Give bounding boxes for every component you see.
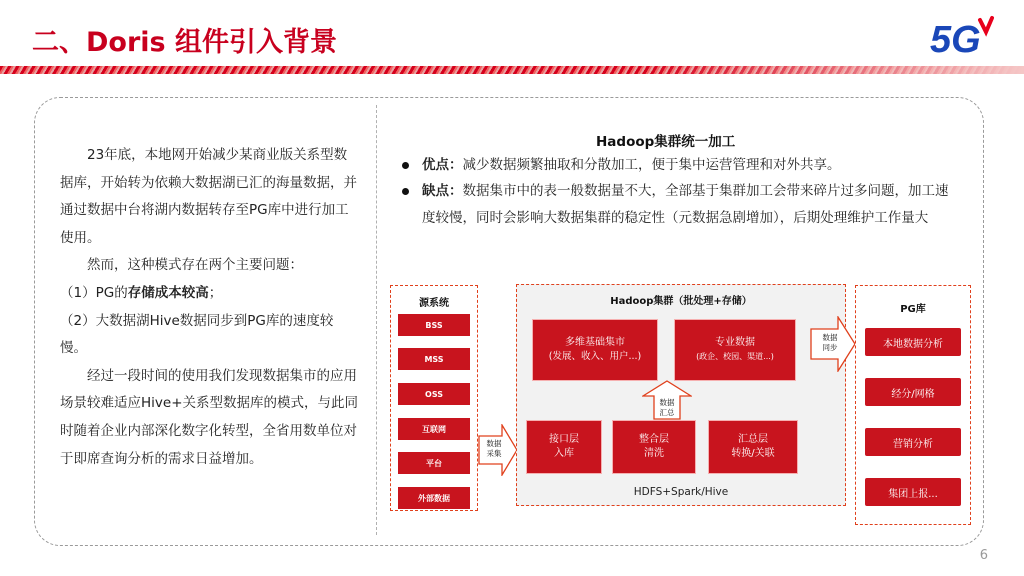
source-bss: BSS: [398, 314, 470, 336]
mart-multidim-title: 多维基础集市: [565, 337, 625, 348]
mart-professional-title: 专业数据: [715, 337, 755, 348]
layer-summary-title: 汇总层: [738, 434, 768, 445]
background-description: [60, 142, 360, 473]
p3-prefix: （1）PG的: [60, 284, 128, 301]
pg-group-report: 集团上报...: [865, 478, 961, 506]
collect-label-2: 采集: [486, 449, 502, 458]
pros-label: 优点：: [422, 157, 463, 173]
paragraph-3: [60, 280, 360, 308]
collect-label: [482, 439, 506, 459]
pros-text: 减少数据频繁抽取和分散加工，便于集中运营管理和对外共享。: [462, 157, 841, 173]
pg-grid: 经分/网格: [865, 378, 961, 406]
summary-label-2: 汇总: [659, 408, 675, 417]
storage-label: HDFS+Spark/Hive: [633, 486, 729, 498]
pros-item: [400, 152, 960, 178]
cons-item: [400, 178, 960, 231]
5g-logo: [928, 14, 1000, 60]
sync-label-1: 数据: [822, 333, 838, 342]
hadoop-cluster-title: Hadoop集群（批处理+存储）: [610, 296, 752, 307]
page-title: 二、Doris 组件引入背景: [32, 27, 338, 58]
layer-integration: [612, 420, 696, 474]
bullet-dot-icon: [402, 188, 409, 195]
layer-integration-title: 整合层: [639, 434, 669, 445]
bullet-dot-icon: [402, 162, 409, 169]
paragraph-1: 23年底，本地网开始减少某商业版关系型数据库，开始转为依赖大数据湖已汇的海量数据，并通过数据中台将湖内数据转存至PG库中进行加工使用。: [60, 147, 357, 246]
mart-professional: [674, 319, 796, 381]
layer-summary-sub: 转换/关联: [731, 448, 775, 459]
layer-interface-title: 接口层: [549, 434, 579, 445]
cons-label: 缺点：: [422, 183, 463, 200]
layer-summary: [708, 420, 798, 474]
source-oss: OSS: [398, 383, 470, 405]
layer-integration-sub: 清洗: [644, 448, 664, 459]
source-mss: MSS: [398, 348, 470, 370]
sync-label-2: 同步: [822, 343, 838, 352]
source-external: 外部数据: [398, 487, 470, 509]
layer-interface: [526, 420, 602, 474]
svg-text:5G: 5G: [930, 19, 981, 60]
pros-cons-list: [400, 152, 960, 231]
paragraph-2: 然而，这种模式存在两个主要问题：: [87, 257, 303, 274]
mart-multidim: [532, 319, 658, 381]
page-number: 6: [979, 548, 988, 563]
mart-multidim-sub: (发展、收入、用户...): [548, 351, 642, 362]
pg-db-title: PG库: [900, 304, 926, 315]
layer-interface-sub: 入库: [554, 448, 574, 459]
pg-local-analysis: 本地数据分析: [865, 328, 961, 356]
pg-marketing: 营销分析: [865, 428, 961, 456]
summary-label: [654, 398, 680, 418]
source-platform: 平台: [398, 452, 470, 474]
p3-suffix: ；: [208, 284, 223, 301]
p3-bold: 存储成本较高: [127, 284, 209, 301]
mart-professional-sub: (政企、校园、渠道...): [696, 352, 774, 361]
paragraph-5: 经过一段时间的使用我们发现数据集市的应用场景较难适应Hive+关系型数据库的模式，与此同时随着企业内部深化数字化转型，全省用数单位对于即席查询分析的需求日益增加。: [60, 367, 359, 467]
cons-text: 数据集市中的表一般数据量不大，全部基于集群加工会带来碎片过多问题，加工速度较慢，同时会影响大数据集群的稳定性（元数据急剧增加），后期处理维护工作量大: [422, 183, 949, 226]
header-stripe: [0, 66, 1024, 74]
paragraph-4: （2）大数据湖Hive数据同步到PG库的速度较慢。: [60, 312, 334, 357]
hadoop-heading: Hadoop集群统一加工: [596, 134, 736, 150]
source-internet: 互联网: [398, 418, 470, 440]
summary-label-1: 数据: [659, 398, 675, 407]
collect-label-1: 数据: [486, 439, 502, 448]
sync-label: [817, 333, 843, 353]
panel-divider: [376, 105, 377, 535]
source-systems-title: 源系统: [419, 298, 449, 309]
